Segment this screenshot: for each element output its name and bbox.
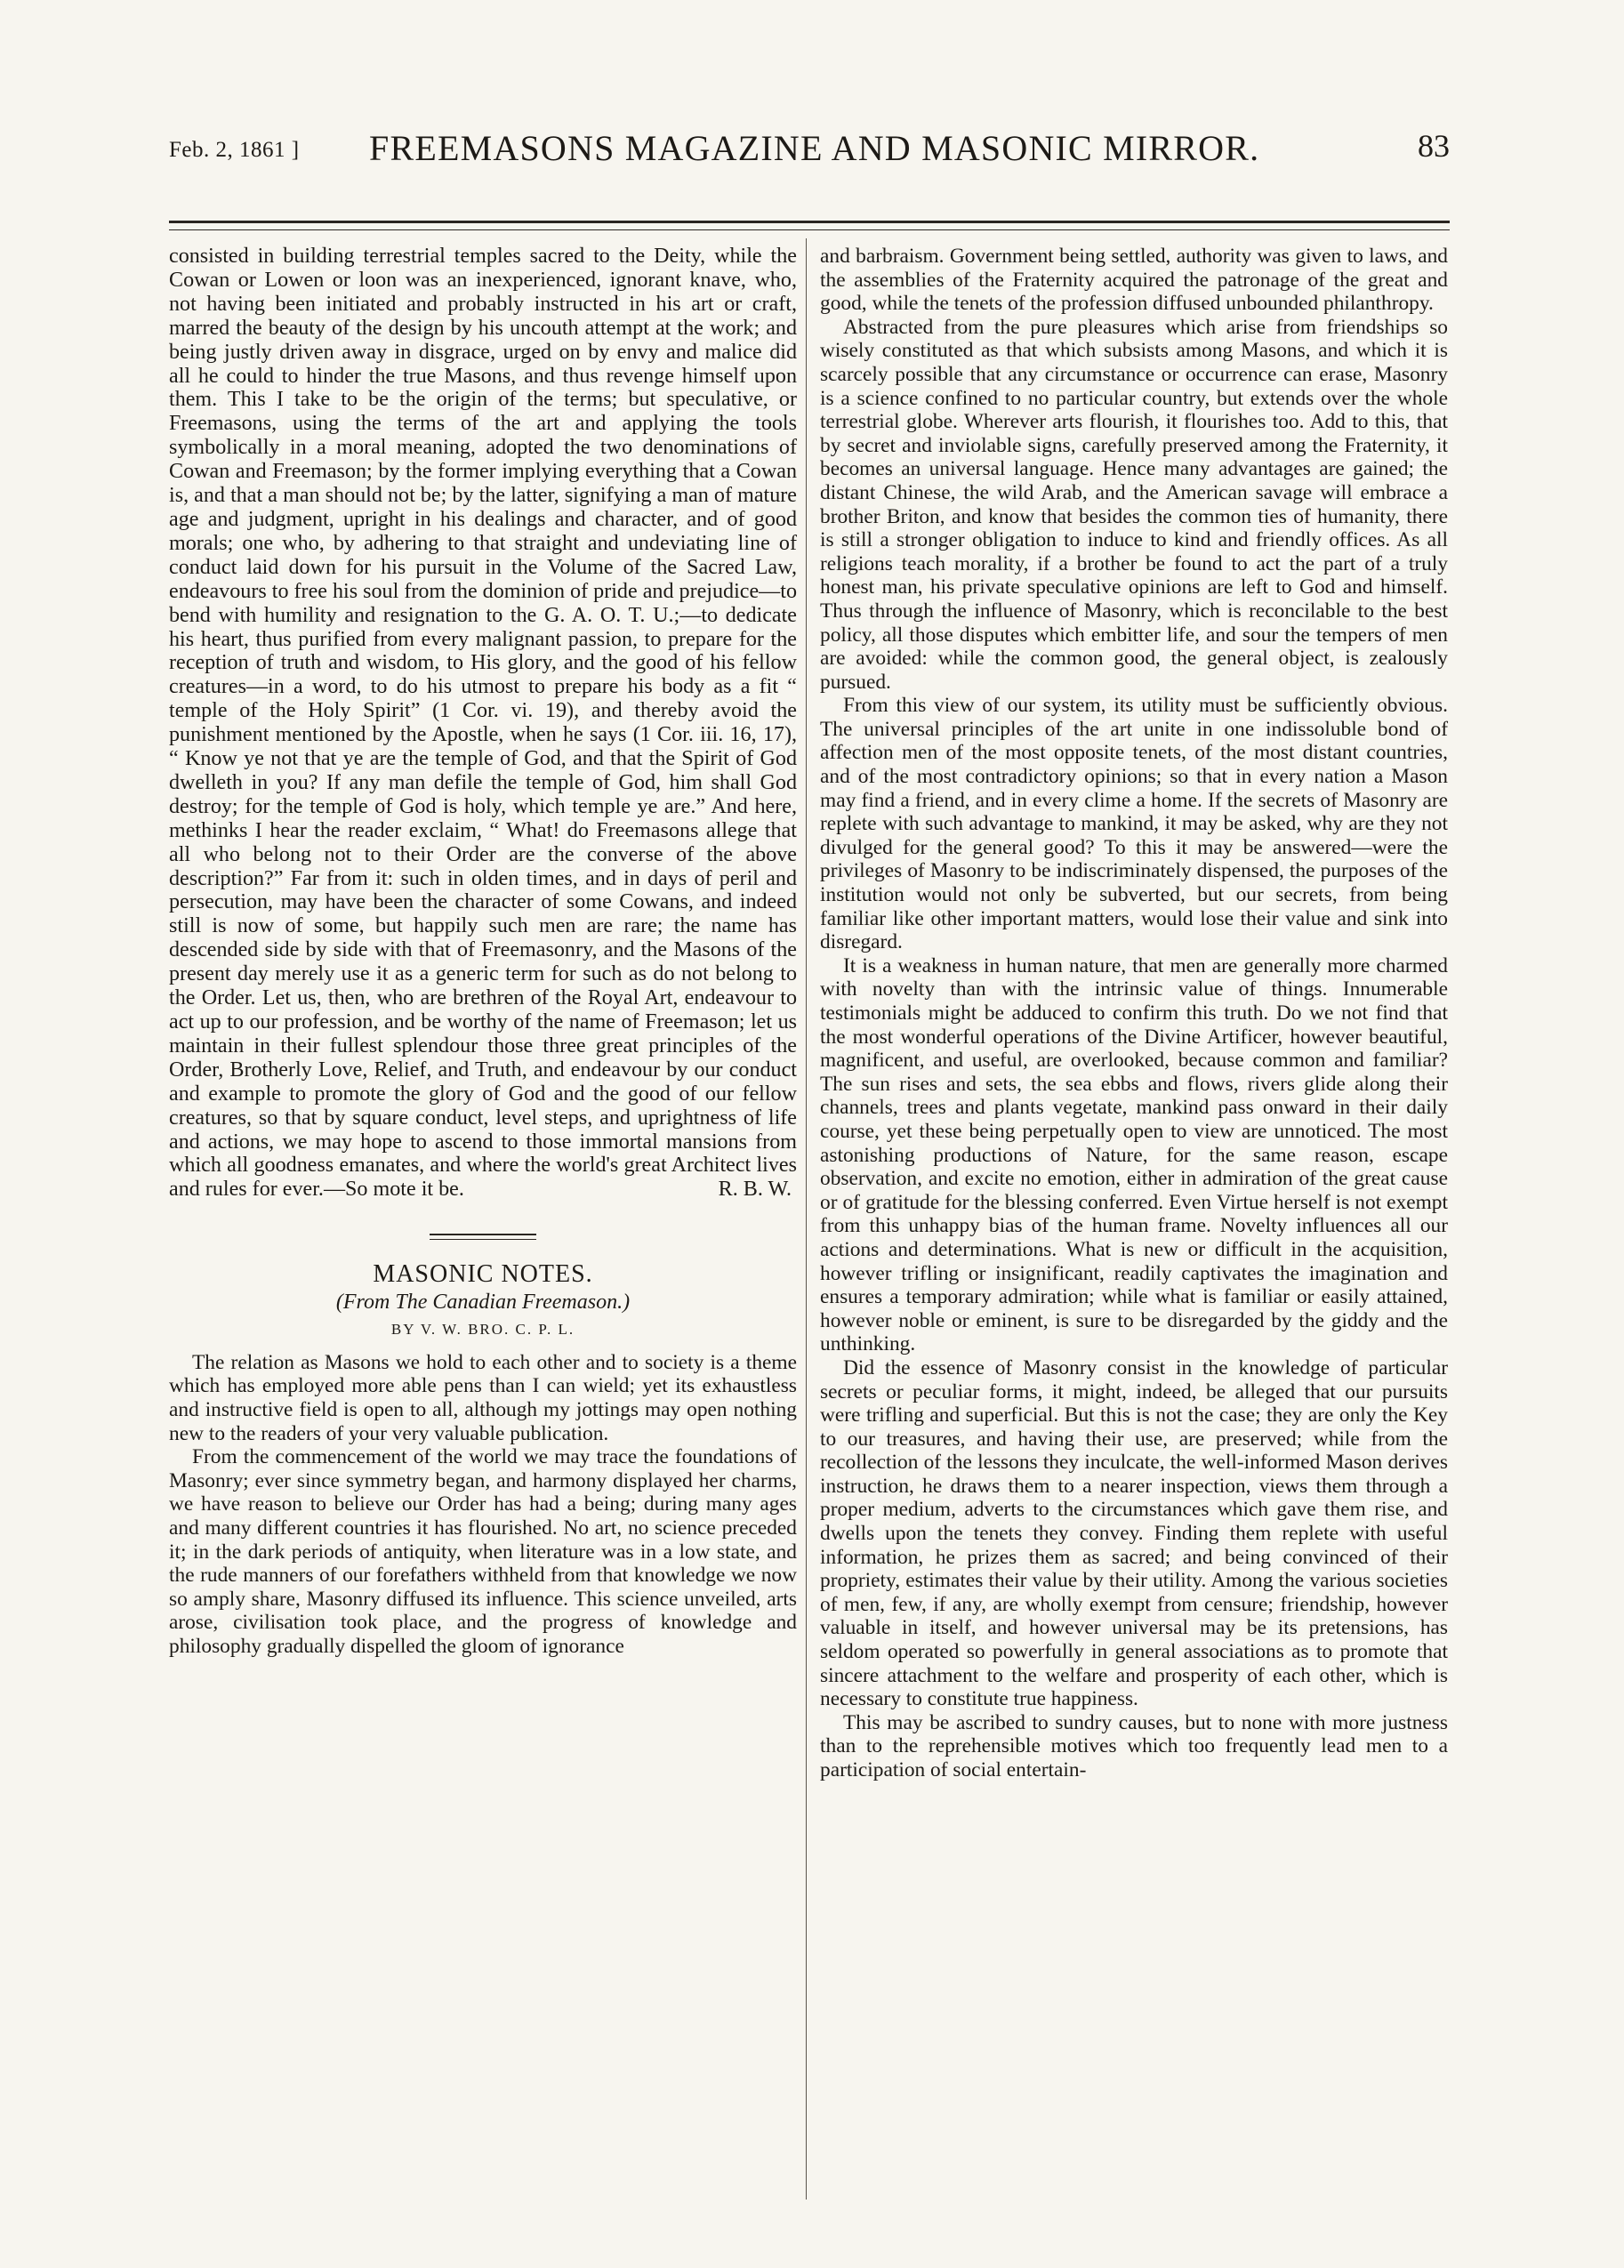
- right-column: [820, 245, 1448, 1782]
- author-signature: R. B. W.: [718, 1178, 792, 1202]
- right-paragraph-5: Did the essence of Masonry consist in the knowledge of particular secrets or peculiar forms, it might, indeed, be alleged that our pursuits were trifling and superficial. But this is not the case; they are only the Key to our treasures, and having their use, are preserved; while from the recollection of the lessons they inculcate, the well-informed Mason derives instruction, he draws them to a nearer inspection, views them through a proper medium, adverts to the circumstances which gave them rise, and dwells upon the tenets they convey. Finding them replete with useful information, he prizes them as sacred; and being convinced of their propriety, estimates their value by their utility. Among the various societies of men, few, if any, are wholly exempt from censure; friendship, however valuable in itself, and however universal may be its pretensions, has seldom operated so powerfully in general associations as to promote that sincere attachment to the welfare and prosperity of each other, which is necessary to constitute true happiness.: [820, 1355, 1448, 1711]
- article-title: MASONIC NOTES.: [373, 1260, 593, 1289]
- right-paragraph-4: It is a weakness in human nature, that men are generally more charmed with novelty than with the intrinsic value of things. Innumerable testimonials might be adduced to confirm this truth. Do we not find that the most wonderful operations of the Divine Artificer, however beautiful, magnificent, and useful, are overlooked, because common and familiar? The sun rises and sets, the sea ebbs and flows, rivers glide along their channels, trees and plants vegetate, mankind pass onward in their daily course, yet these being perpetually open to view are unnoticed. The most astonishing productions of Nature, for the same reason, escape observation, and excite no emotion, either in admiration of the great cause or of gratitude for the blessing conferred. Even Virtue herself is not exempt from this unhappy bias of the human frame. Novelty influences all our actions and determinations. What is new or difficult in the acquisition, however trifling or insignificant, readily captivates the imagination and ensures a temporary admiration; while what is familiar or easily attained, however noble or eminent, is sure to be disregarded by the giddy and the unthinking.: [820, 953, 1448, 1356]
- publication-title: FREEMASONS MAGAZINE AND MASONIC MIRROR.: [369, 128, 1260, 168]
- page-number: 83: [1418, 128, 1450, 164]
- left-paragraph-3: From the commencement of the world we may trace the foundations of Masonry; ever since symmetry began, and harmony displayed her charms, we have reason to believe our Order has had a being; during many ages and many different countries it has flourished. No art, no science preceded it; in the dark periods of antiquity, when literature was in a low state, and the rude manners of our forefathers withheld from that knowledge we now so amply share, Masonry diffused its influence. This science unveiled, arts arose, civilisation took place, and the progress of knowledge and philosophy gradually dispelled the gloom of ignorance: [169, 1445, 797, 1658]
- header-rule: [169, 221, 1450, 230]
- article-source: (From The Canadian Freemason.): [335, 1291, 631, 1315]
- right-paragraph-6: This may be ascribed to sundry causes, but to none with more justness than to the reprehensible motives which too frequently lead men to a participation of social entertain-: [820, 1710, 1448, 1781]
- column-divider: [806, 238, 807, 2200]
- right-paragraph-1: and barbraism. Government being settled, authority was given to laws, and the assemblies of the Fraternity acquired the patronage of the great and good, while the tenets of the profession diffused unbounded philanthropy.: [820, 245, 1448, 316]
- left-column: [169, 245, 797, 1659]
- article-separator: [430, 1234, 536, 1240]
- left-paragraph-1: consisted in building terrestrial temples sacred to the Deity, while the Cowan or Lowen or loon was an inexperienced, ignorant knave, who, not having been initiated and probably instructed in his art or craft, marred the beauty of the design by his uncouth attempt at the work; and being justly driven away in disgrace, urged on by envy and malice did all he could to hinder the true Masons, and thus revenge himself upon them. This I take to be the origin of the terms; but speculative, or Freemasons, using the terms of the art and applying the tools symbolically in a moral meaning, adopted the two denominations of Cowan and Freemason; by the former implying everything that a Cowan is, and that a man should not be; by the latter, signifying a man of mature age and judgment, upright in his dealings and character, and of good morals; one who, by adhering to that straight and undeviating line of conduct laid down for his pursuit in the Volume of the Sacred Law, endeavours to free his soul from the dominion of pride and prejudice—to bend with humility and resignation to the G. A. O. T. U.;—to dedicate his heart, thus purified from every malignant passion, to prepare for the reception of truth and wisdom, to His glory, and the good of his fellow creatures—in a word, to do his utmost to prepare his body as a fit “ temple of the Holy Spirit” (1 Cor. vi. 19), and thereby avoid the punishment mentioned by the Apostle, when he says (1 Cor. iii. 16, 17), “ Know ye not that ye are the temple of God, and that the Spirit of God dwelleth in you? If any man defile the temple of God, him shall God destroy; for the temple of God is holy, which temple ye are.” And here, methinks I hear the reader exclaim, “ What! do Freemasons allege that all who belong not to their Order are the converse of the above description?” Far from it: such in olden times, and in days of peril and persecution, may have been the character of some Cowans, and indeed still is now of some, but happily such men are rare; the name has descended side by side with that of Freemasonry, and the Masons of the present day merely use it as a generic term for such as do not belong to the Order. Let us, then, who are brethren of the Royal Art, endeavour to act up to our profession, and be worthy of the name of Freemason; let us maintain in their fullest splendour those three great principles of the Order, Brotherly Love, Relief, and Truth, and endeavour by our conduct and example to promote the glory of God and the good of our fellow creatures, so that by square conduct, level steps, and uprightness of life and actions, we may hope to ascend to those immortal mansions from which all goodness emanates, and where the world's great Architect lives and rules for ever.—So mote it be.: [169, 245, 797, 1202]
- left-paragraph-2: The relation as Masons we hold to each other and to society is a theme which has employed more able pens than I can wield; yet its exhaustless and instructive field is open to all, although my jottings may open nothing new to the readers of your very valuable publication.: [169, 1350, 797, 1445]
- right-paragraph-3: From this view of our system, its utility must be sufficiently obvious. The universal principles of the art unite in one indissoluble bond of affection men of the most opposite tenets, of the most distant countries, and of the most contradictory opinions; so that in every nation a Mason may find a friend, and in every clime a home. If the secrets of Masonry are replete with such advantage to mankind, it may be asked, why are they not divulged for the general good? To this it may be answered—were the privileges of Masonry to be indiscriminately dispensed, the purposes of the institution would not only be subverted, but our secrets, from being familiar like other important matters, would lose their value and sink into disregard.: [820, 694, 1448, 954]
- article-byline: BY V. W. BRO. C. P. L.: [390, 1320, 575, 1338]
- issue-date: Feb. 2, 1861 ]: [169, 138, 300, 162]
- running-head: [169, 120, 1450, 173]
- right-paragraph-2: Abstracted from the pure pleasures which arise from friendships so wisely constituted as that which subsists among Masons, and which it is scarcely possible that any circumstance or occurrence can erase, Masonry is a science confined to no particular country, but extends over the whole terrestrial globe. Wherever arts flourish, it flourishes too. Add to this, that by secret and inviolable signs, carefully preserved among the Fraternity, it becomes an universal language. Hence many advantages are gained; the distant Chinese, the wild Arab, and the American savage will embrace a brother Briton, and know that besides the common ties of humanity, there is still a stronger obligation to induce to kind and friendly offices. As all religions teach morality, if a brother be found to act the part of a truly honest man, his private speculative opinions are left to God and himself. Thus through the influence of Masonry, which is reconcilable to the best policy, all those disputes which embitter life, and sour the tempers of men are avoided: while the common good, the general object, is zealously pursued.: [820, 315, 1448, 694]
